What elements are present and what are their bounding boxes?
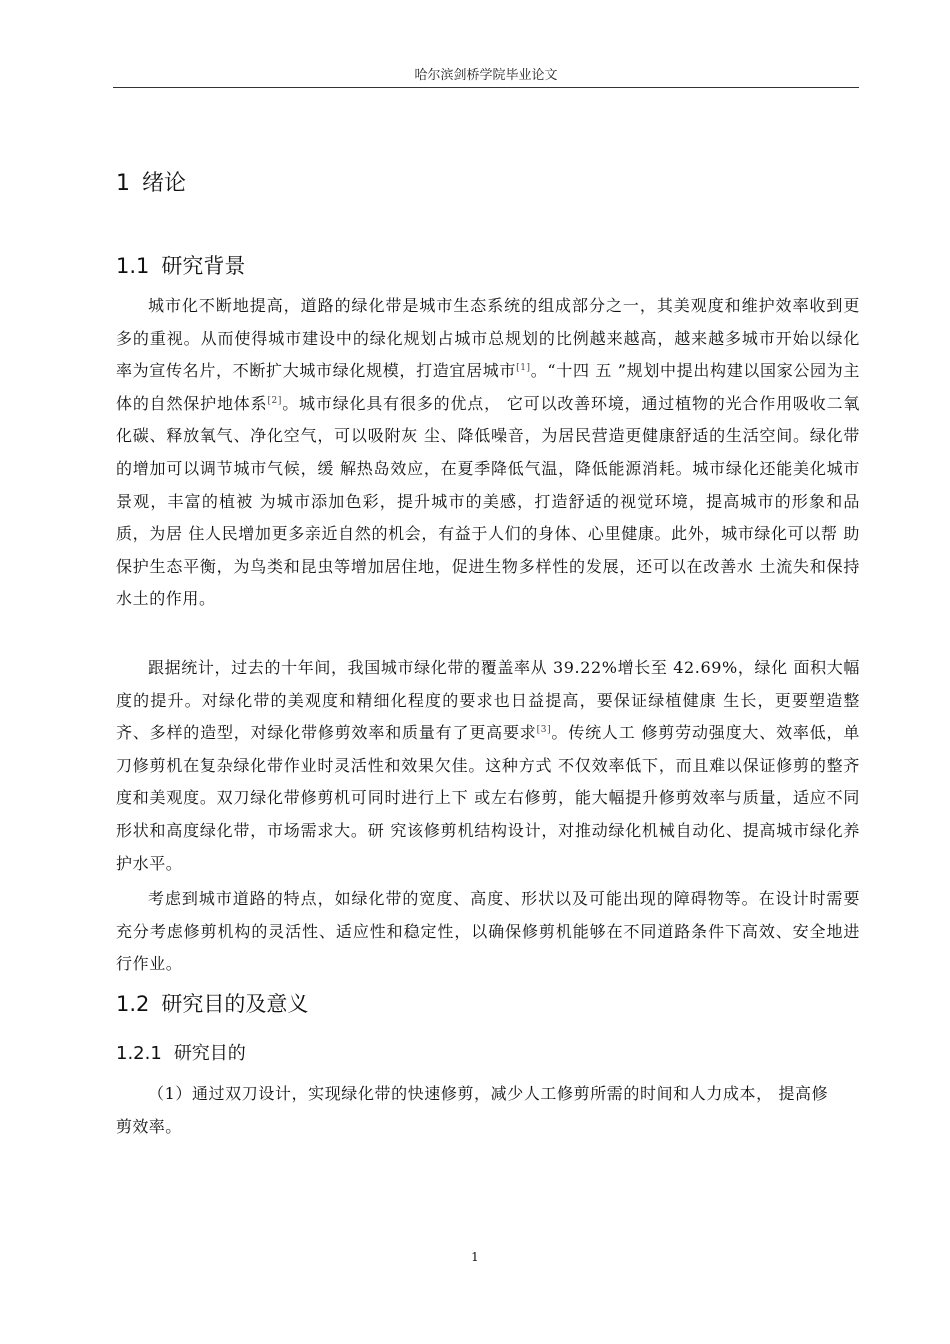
paragraph-purpose-1: （1）通过双刀设计，实现绿化带的快速修剪，减少人工修剪所需的时间和人力成本， 提高修剪效率。	[116, 1084, 828, 1136]
subsection-heading-1-2-1	[116, 1039, 246, 1065]
section-title: 研究目的及意义	[161, 992, 309, 1016]
paragraph-background-3: 考虑到城市道路的特点，如绿化带的宽度、高度、形状以及可能出现的障碍物等。在设计时需要充分考虑修剪机构的灵活性、适应性和稳定性，以确保修剪机能够在不同道路条件下高效、安全地进行作业。	[116, 889, 860, 974]
section-heading-1-1	[116, 250, 245, 280]
section-number: 1.2	[116, 992, 150, 1016]
paragraph-text: 跟据统计，过去的十年间，我国城市绿化带的覆盖率从 39.22%增长至 42.69%，绿化 面积大幅度的提升。对绿化带的美观度和精细化程度的要求也日益提高，要保证绿植健康 生长，更要塑造整齐、多样的造型，对绿化带修剪效率和质量有了更高要求	[116, 658, 860, 743]
paragraph-text: 城市化不断地提高，道路的绿化带是城市生态系统的组成部分之一，其美观度和维护效率收到更多的重视。从而使得城市建设中的绿化规划占城市总规划的比例越来越高，越来越多城市开始以绿化率为宣传名片，不断扩大城市绿化规模，打造宜居城市	[116, 296, 860, 381]
page-number: 1	[471, 1250, 479, 1264]
subsection-number: 1.2.1	[116, 1043, 162, 1064]
paragraph-text: 。传统人工 修剪劳动强度大、效率低，单刀修剪机在复杂绿化带作业时灵活性和效果欠佳。这种方式 不仅效率低下，而且难以保证修剪的整齐度和美观度。双刀绿化带修剪机可同时进行上下 或左右修剪，能大幅提升修剪效率与质量，适应不同形状和高度绿化带，市场需求大。研 究该修剪机结构设计，对推动绿化机械自动化、提高城市绿化养护水平。	[116, 723, 860, 873]
paragraph-background-1	[116, 290, 860, 616]
running-header: 哈尔滨剑桥学院毕业论文	[414, 68, 558, 83]
paragraph-background-2	[116, 652, 860, 880]
citation-1: [1]	[516, 363, 531, 374]
chapter-heading	[116, 166, 186, 197]
chapter-title: 绪论	[142, 171, 187, 196]
subsection-title: 研究目的	[173, 1043, 246, 1064]
paragraph-text: 。城市绿化具有很多的优点， 它可以改善环境，通过植物的光合作用吸收二氧化碳、释放氧气、净化空气，可以吸附灰 尘、降低噪音，为居民营造更健康舒适的生活空间。绿化带的增加可以调节城市气候，缓 解热岛效应，在夏季降低气温，降低能源消耗。城市绿化还能美化城市景观，丰富的植被 为城市添加色彩，提升城市的美感，打造舒适的视觉环境，提高城市的形象和品质，为居 住人民增加更多亲近自然的机会，有益于人们的身体、心里健康。此外，城市绿化可以帮 助保护生态平衡，为鸟类和昆虫等增加居住地，促进生物多样性的发展，还可以在改善水 土流失和保持水土的作用。	[116, 393, 860, 609]
paragraph-text: 。“十四 五 ”规划中提出构建以国家公园为主体的自然保护地体系	[116, 361, 860, 413]
chapter-number: 1	[116, 171, 130, 196]
section-title: 研究背景	[161, 254, 246, 278]
citation-2: [2]	[267, 395, 282, 406]
section-number: 1.1	[116, 254, 150, 278]
header-rule	[113, 87, 859, 88]
section-heading-1-2	[116, 988, 308, 1018]
citation-3: [3]	[536, 725, 552, 736]
